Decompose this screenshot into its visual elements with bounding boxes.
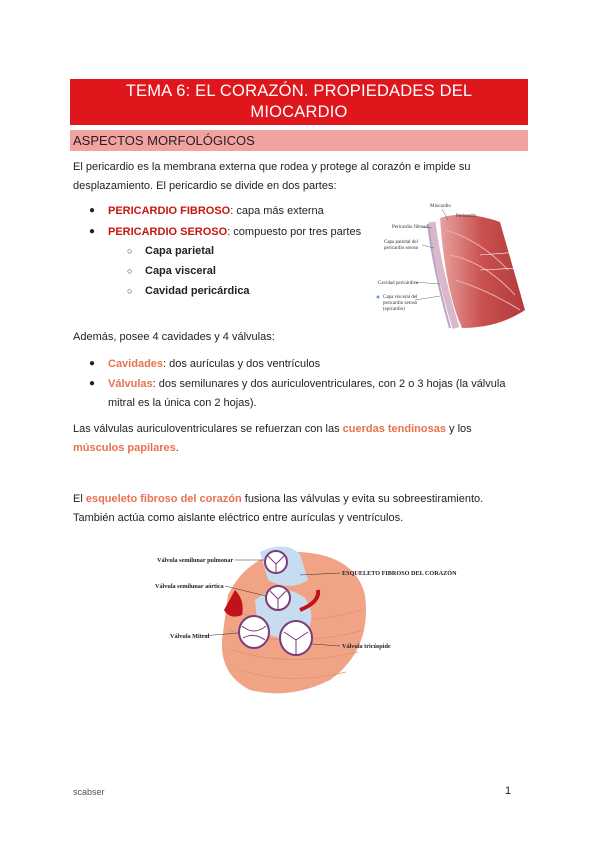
esqueleto-paragraph xyxy=(73,490,526,528)
list-item-cavidades xyxy=(108,355,320,374)
marker-dot xyxy=(377,296,380,299)
refuerzo-text-c: . xyxy=(175,442,179,454)
term-cavidades: Cavidades xyxy=(108,358,164,370)
label-tricuspide: Válvula tricúspide xyxy=(342,643,391,650)
desc-valvulas-2: mitral es la única con 2 hojas). xyxy=(108,397,257,409)
refuerzo-line-2 xyxy=(73,439,526,458)
title-line-1: TEMA 6: EL CORAZÓN. PROPIEDADES DEL xyxy=(125,82,473,100)
footer-author: scabser xyxy=(73,787,105,797)
refuerzo-text-a: Las válvulas auriculoventriculares se refuerzan con las xyxy=(73,423,343,435)
leader-line xyxy=(415,296,440,300)
label-miocardio: Miocardio xyxy=(430,204,451,209)
desc-fibroso: : capa más externa xyxy=(230,205,324,217)
bullet-dot: ● xyxy=(89,378,96,389)
label-capa-visceral: Capa visceral del xyxy=(383,295,418,300)
refuerzo-paragraph xyxy=(73,420,526,458)
fibrous-skeleton-figure xyxy=(150,540,465,705)
page-number: 1 xyxy=(505,785,512,797)
sub-item-cavidad: Cavidad pericárdica xyxy=(145,285,250,297)
label-semilunar-aortica: Válvula semilunar aórtica xyxy=(155,583,224,590)
label-pericardio: Pericardio xyxy=(456,214,477,219)
refuerzo-text-b: y los xyxy=(445,423,472,435)
esqueleto-text-a: El xyxy=(73,493,86,505)
page-title xyxy=(70,79,528,125)
bullet-dot: ● xyxy=(89,226,96,237)
list-item-seroso xyxy=(108,223,361,242)
desc-seroso: : compuesto por tres partes xyxy=(227,226,362,238)
list-item-fibroso xyxy=(108,202,324,221)
label-mitral: Válvula Mitral xyxy=(170,633,210,640)
cavidades-intro: Además, posee 4 cavidades y 4 válvulas: xyxy=(73,331,275,343)
label-capa-visceral-3: (epicardio) xyxy=(383,307,405,312)
section-heading: ASPECTOS MORFOLÓGICOS xyxy=(70,130,528,151)
term-esqueleto: esqueleto fibroso del corazón xyxy=(85,493,242,505)
intro-paragraph xyxy=(73,158,526,196)
term-fibroso: PERICARDIO FIBROSO xyxy=(108,205,231,217)
sub-item-visceral: Capa visceral xyxy=(145,265,216,277)
term-valvulas: Válvulas xyxy=(108,378,153,390)
label-pericardio-fibroso: Pericardio fibroso xyxy=(392,225,428,230)
label-esqueleto: ESQUELETO FIBROSO DEL CORAZÓN xyxy=(342,570,457,577)
label-capa-parietal: Capa parietal del xyxy=(384,240,418,245)
sub-bullet: ○ xyxy=(127,266,133,276)
sub-bullet: ○ xyxy=(127,246,133,256)
bullet-dot: ● xyxy=(89,358,96,369)
term-cuerdas: cuerdas tendinosas xyxy=(342,423,446,435)
refuerzo-line-1 xyxy=(73,420,526,439)
title-line-2: MIOCARDIO xyxy=(250,103,348,121)
term-musculos: músculos papilares xyxy=(73,442,176,454)
label-semilunar-pulmonar: Válvula semilunar pulmonar xyxy=(157,557,234,564)
sub-bullet: ○ xyxy=(127,286,133,296)
desc-valvulas-1: : dos semilunares y dos auriculoventriculares, con 2 o 3 hojas (la válvula xyxy=(152,378,506,390)
label-capa-parietal-2: pericardio seroso xyxy=(384,246,419,251)
esqueleto-line-1 xyxy=(73,490,526,509)
mitral-valve xyxy=(239,616,269,648)
intro-line-2: desplazamiento. El pericardio se divide en dos partes: xyxy=(73,180,337,192)
sub-item-parietal: Capa parietal xyxy=(145,245,215,257)
intro-line-1: El pericardio es la membrana externa que rodea y protege al corazón e impide su xyxy=(73,161,471,173)
label-cavidad: Cavidad pericárdica xyxy=(378,281,419,286)
desc-cavidades: : dos aurículas y dos ventrículos xyxy=(163,358,321,370)
list-item-valvulas xyxy=(108,375,528,394)
label-capa-visceral-2: pericardio seroso xyxy=(383,301,418,306)
term-seroso: PERICARDIO SEROSO xyxy=(108,226,228,238)
esqueleto-line-2: También actúa como aislante eléctrico entre aurículas y ventrículos. xyxy=(73,512,404,524)
esqueleto-text-b: fusiona las válvulas y evita su sobreestiramiento. xyxy=(241,493,484,505)
bullet-dot: ● xyxy=(89,205,96,216)
pericardium-figure xyxy=(370,200,528,330)
